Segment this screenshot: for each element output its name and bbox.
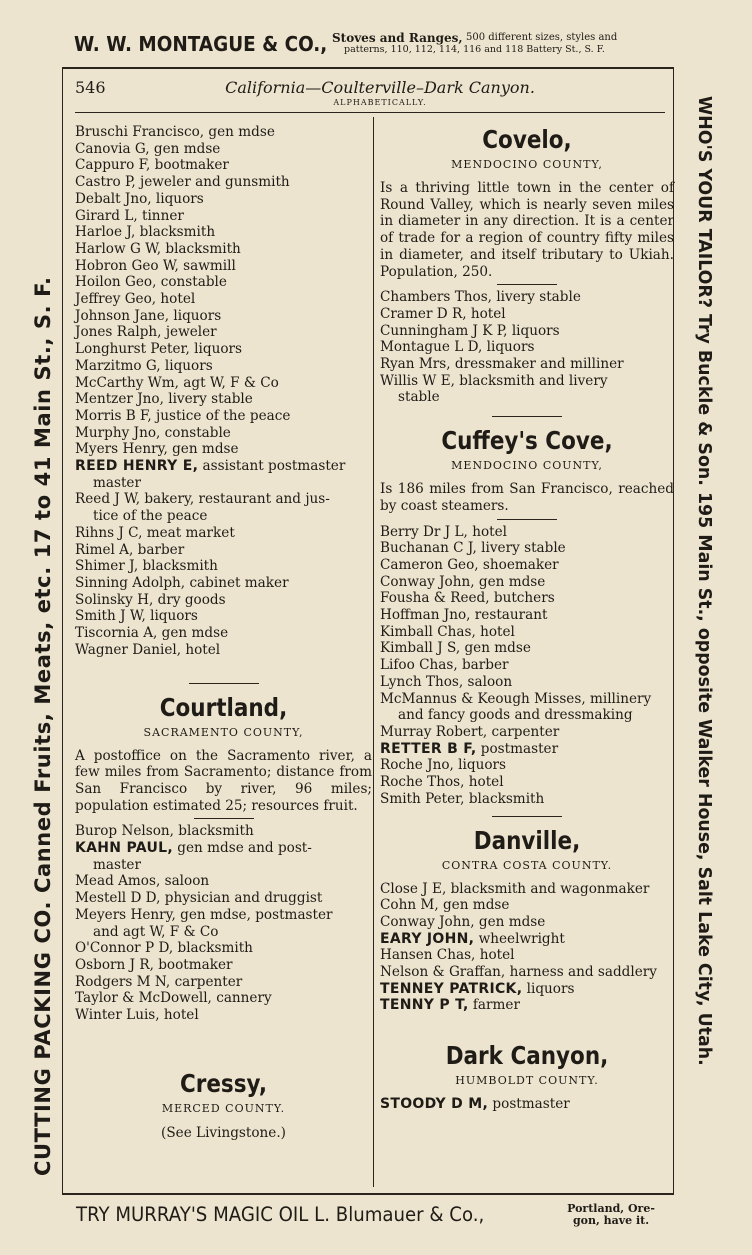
frame-bottom-rule xyxy=(62,1193,674,1195)
kahn-role: gen mdse and post- xyxy=(172,840,312,857)
list-item-eary xyxy=(380,931,674,948)
list-item: Sinning Adolph, cabinet maker xyxy=(75,574,289,591)
stoody-name: STOODY D M, xyxy=(380,1096,489,1113)
list-item: Shimer J, blacksmith xyxy=(75,558,218,575)
reed-role: assistant postmaster xyxy=(198,458,346,475)
list-item: O'Connor P D, blacksmith xyxy=(75,940,253,957)
list-item: Chambers Thos, livery stable xyxy=(380,289,581,306)
list-item: Cohn M, gen mdse xyxy=(380,897,510,914)
sub-separator xyxy=(497,284,557,285)
list-item: Longhurst Peter, liquors xyxy=(75,341,242,358)
list-item-reed xyxy=(75,458,372,475)
top-ad-firm: W. W. MONTAGUE & CO., xyxy=(74,32,328,56)
town-description: Is 186 miles from San Francisco, reached by coast steamers. xyxy=(380,481,674,514)
list-item: Kimball Chas, hotel xyxy=(380,623,515,640)
list-item: Johnson Jane, liquors xyxy=(75,307,222,324)
list-item: Tiscornia A, gen mdse xyxy=(75,625,229,642)
list-item: Girard L, tinner xyxy=(75,207,184,224)
list-item: Smith Peter, blacksmith xyxy=(380,790,545,807)
list-item: Castro P, jeweler and gunsmith xyxy=(75,174,290,191)
list-item: Lynch Thos, saloon xyxy=(380,673,513,690)
list-item: Debalt Jno, liquors xyxy=(75,190,204,207)
list-item: Cunningham J K P, liquors xyxy=(380,322,560,339)
right-column xyxy=(380,124,674,1113)
list-item: Marzitmo G, liquors xyxy=(75,357,213,374)
list-item: Mestell D D, physician and druggist xyxy=(75,890,323,907)
bottom-advertisement xyxy=(76,1203,676,1233)
list-item: Myers Henry, gen mdse xyxy=(75,441,239,458)
list-item: Hansen Chas, hotel xyxy=(380,947,515,964)
list-item: Murphy Jno, constable xyxy=(75,424,231,441)
list-item: Meyers Henry, gen mdse, postmaster xyxy=(75,906,333,923)
town-heading-cuffeys-cove: Cuffey's Cove, xyxy=(441,426,613,456)
list-item: Solinsky H, dry goods xyxy=(75,591,226,608)
top-ad-patterns: patterns, 110, 112, 114, 116 and 118 Battery St., S. F. xyxy=(344,44,605,55)
column-divider xyxy=(373,117,374,1187)
list-item: Osborn J R, bootmaker xyxy=(75,956,233,973)
eary-name: EARY JOHN, xyxy=(380,930,475,947)
list-item: Hobron Geo W, sawmill xyxy=(75,257,236,274)
list-item: Ryan Mrs, dressmaker and milliner xyxy=(380,356,624,373)
list-item: Harlow G W, blacksmith xyxy=(75,240,241,257)
danville-section xyxy=(380,825,674,1015)
list-item-continuation: master xyxy=(93,856,141,873)
list-item-tenney xyxy=(380,981,674,998)
list-item: Harloe J, blacksmith xyxy=(75,224,216,241)
bottom-ad-portland xyxy=(551,1203,671,1227)
list-item: Kimball J S, gen mdse xyxy=(380,640,531,657)
courtland-section xyxy=(75,692,372,1024)
list-item-continuation: stable xyxy=(398,389,440,406)
sub-separator xyxy=(497,519,557,520)
page-number: 546 xyxy=(75,78,106,97)
frame-top-rule xyxy=(62,67,674,69)
see-also-note: (See Livingstone.) xyxy=(161,1124,286,1141)
left-column xyxy=(75,124,372,1142)
left-side-advertisement: CUTTING PACKING CO. Canned Fruits, Meats, etc. 17 to 41 Main St., S. F. xyxy=(31,276,55,1176)
list-item: Roche Thos, hotel xyxy=(380,774,504,791)
coulterville-listing xyxy=(75,124,372,659)
stoody-role: postmaster xyxy=(488,1096,570,1113)
reed-name: REED HENRY E, xyxy=(75,458,199,475)
sub-separator xyxy=(194,818,254,819)
county-label: MERCED COUNTY. xyxy=(161,1101,286,1115)
list-item: Wagner Daniel, hotel xyxy=(75,641,221,658)
town-heading-cressy: Cressy, xyxy=(179,1068,268,1098)
list-item: Hoffman Jno, restaurant xyxy=(380,607,548,624)
list-item: Nelson & Graffan, harness and saddlery xyxy=(380,964,657,981)
tenny-role: farmer xyxy=(468,997,520,1014)
kahn-name: KAHN PAUL, xyxy=(75,840,173,857)
page-subtitle: ALPHABETICALLY. xyxy=(333,98,427,107)
top-ad-stoves: Stoves and Ranges, xyxy=(332,31,463,45)
top-ad-sizes: 500 different sizes, styles and xyxy=(466,32,618,43)
list-item: Mead Amos, saloon xyxy=(75,873,210,890)
list-item: Buchanan C J, livery stable xyxy=(380,540,566,557)
list-item-retter xyxy=(380,741,674,758)
list-item: Bruschi Francisco, gen mdse xyxy=(75,124,275,140)
right-side-advertisement: WHO'S YOUR TAILOR? Try Buckle & Son. 195 Main St., opposite Walker House, Salt Lake City, Utah. xyxy=(694,96,714,1066)
list-item-tenny xyxy=(380,997,674,1014)
tenney-name: TENNEY PATRICK, xyxy=(380,980,523,997)
list-item: Cameron Geo, shoemaker xyxy=(380,556,559,573)
county-label: CONTRA COSTA COUNTY. xyxy=(441,858,613,872)
cressy-section xyxy=(75,1068,372,1142)
town-heading-courtland: Courtland, xyxy=(159,692,288,722)
retter-name: RETTER B F, xyxy=(380,740,477,757)
list-item: Willis W E, blacksmith and livery xyxy=(380,372,608,389)
list-item: Lifoo Chas, barber xyxy=(380,657,509,674)
frame-left-rule xyxy=(62,67,63,1194)
town-heading-covelo: Covelo, xyxy=(482,125,572,154)
bottom-ad-murray: TRY MURRAY'S MAGIC OIL L. Blumauer & Co., xyxy=(76,1203,485,1226)
list-item: Cramer D R, hotel xyxy=(380,305,506,322)
list-item: Canovia G, gen mdse xyxy=(75,140,221,157)
top-advertisement xyxy=(74,30,684,60)
covelo-section xyxy=(380,124,674,406)
list-item: Close J E, blacksmith and wagonmaker xyxy=(380,880,650,897)
list-item: Conway John, gen mdse xyxy=(380,573,546,590)
county-label: HUMBOLDT COUNTY. xyxy=(455,1074,599,1088)
list-item: Smith J W, liquors xyxy=(75,608,198,625)
list-item: Cappuro F, bootmaker xyxy=(75,157,229,174)
list-item: Taylor & McDowell, cannery xyxy=(75,990,272,1007)
header-rule xyxy=(75,112,665,113)
list-item: Rihns J C, meat market xyxy=(75,524,235,541)
list-item: McCarthy Wm, agt W, F & Co xyxy=(75,374,279,391)
eary-role: wheelwright xyxy=(474,930,565,947)
bottom-ad-portland-line-2: gon, have it. xyxy=(572,1214,650,1227)
town-description: Is a thriving little town in the center of Round Valley, which is nearly seven miles in diameter in any direction. It is a center of trade for a region of country fifty miles in diameter, and itself tributary to Ukiah. Population, 250. xyxy=(380,180,674,280)
list-item: Reed J W, bakery, restaurant and jus- xyxy=(75,491,330,508)
list-item: Winter Luis, hotel xyxy=(75,1007,199,1024)
list-item-stoody xyxy=(380,1096,674,1113)
list-item-continuation: and agt W, F & Co xyxy=(93,923,219,940)
list-item: Jeffrey Geo, hotel xyxy=(75,291,196,308)
county-label: MENDOCINO COUNTY, xyxy=(451,459,603,473)
tenney-role: liquors xyxy=(522,980,575,997)
page-title: California—Coulterville–Dark Canyon. xyxy=(225,78,535,97)
list-item: Berry Dr J L, hotel xyxy=(380,523,507,540)
list-item-continuation: and fancy goods and dressmaking xyxy=(398,707,633,724)
list-item: Murray Robert, carpenter xyxy=(380,723,560,740)
list-item: Roche Jno, liquors xyxy=(380,757,506,774)
retter-role: postmaster xyxy=(476,740,559,757)
list-item-continuation: tice of the peace xyxy=(93,508,208,525)
bottom-ad-portland-line-1: Portland, Ore- xyxy=(567,1202,655,1215)
list-item: Morris B F, justice of the peace xyxy=(75,407,291,424)
list-item: Jones Ralph, jeweler xyxy=(75,324,217,341)
list-item-kahn xyxy=(75,840,372,857)
list-item: Conway John, gen mdse xyxy=(380,913,546,930)
tenny-name: TENNY P T, xyxy=(380,997,469,1014)
town-heading-danville: Danville, xyxy=(473,825,581,855)
list-item: Mentzer Jno, livery stable xyxy=(75,391,253,408)
dark-canyon-section xyxy=(380,1040,674,1113)
town-heading-dark-canyon: Dark Canyon, xyxy=(445,1041,609,1071)
list-item: Hoilon Geo, constable xyxy=(75,274,227,291)
list-item: Rodgers M N, carpenter xyxy=(75,973,243,990)
list-item: McMannus & Keough Misses, millinery xyxy=(380,690,652,707)
list-item: Rimel A, barber xyxy=(75,541,185,558)
list-item: Montague L D, liquors xyxy=(380,339,535,356)
town-description: A postoffice on the Sacramento river, a few miles from Sacramento; distance from San Francisco by river, 96 miles; population estimated 25; resources fruit. xyxy=(75,747,372,814)
county-label: SACRAMENTO COUNTY, xyxy=(143,725,304,739)
list-item: Fousha & Reed, butchers xyxy=(380,590,555,607)
county-label: MENDOCINO COUNTY, xyxy=(451,158,603,171)
list-item: Burop Nelson, blacksmith xyxy=(75,823,254,840)
cuffeys-cove-section xyxy=(380,425,674,807)
list-item-continuation: master xyxy=(93,474,141,491)
